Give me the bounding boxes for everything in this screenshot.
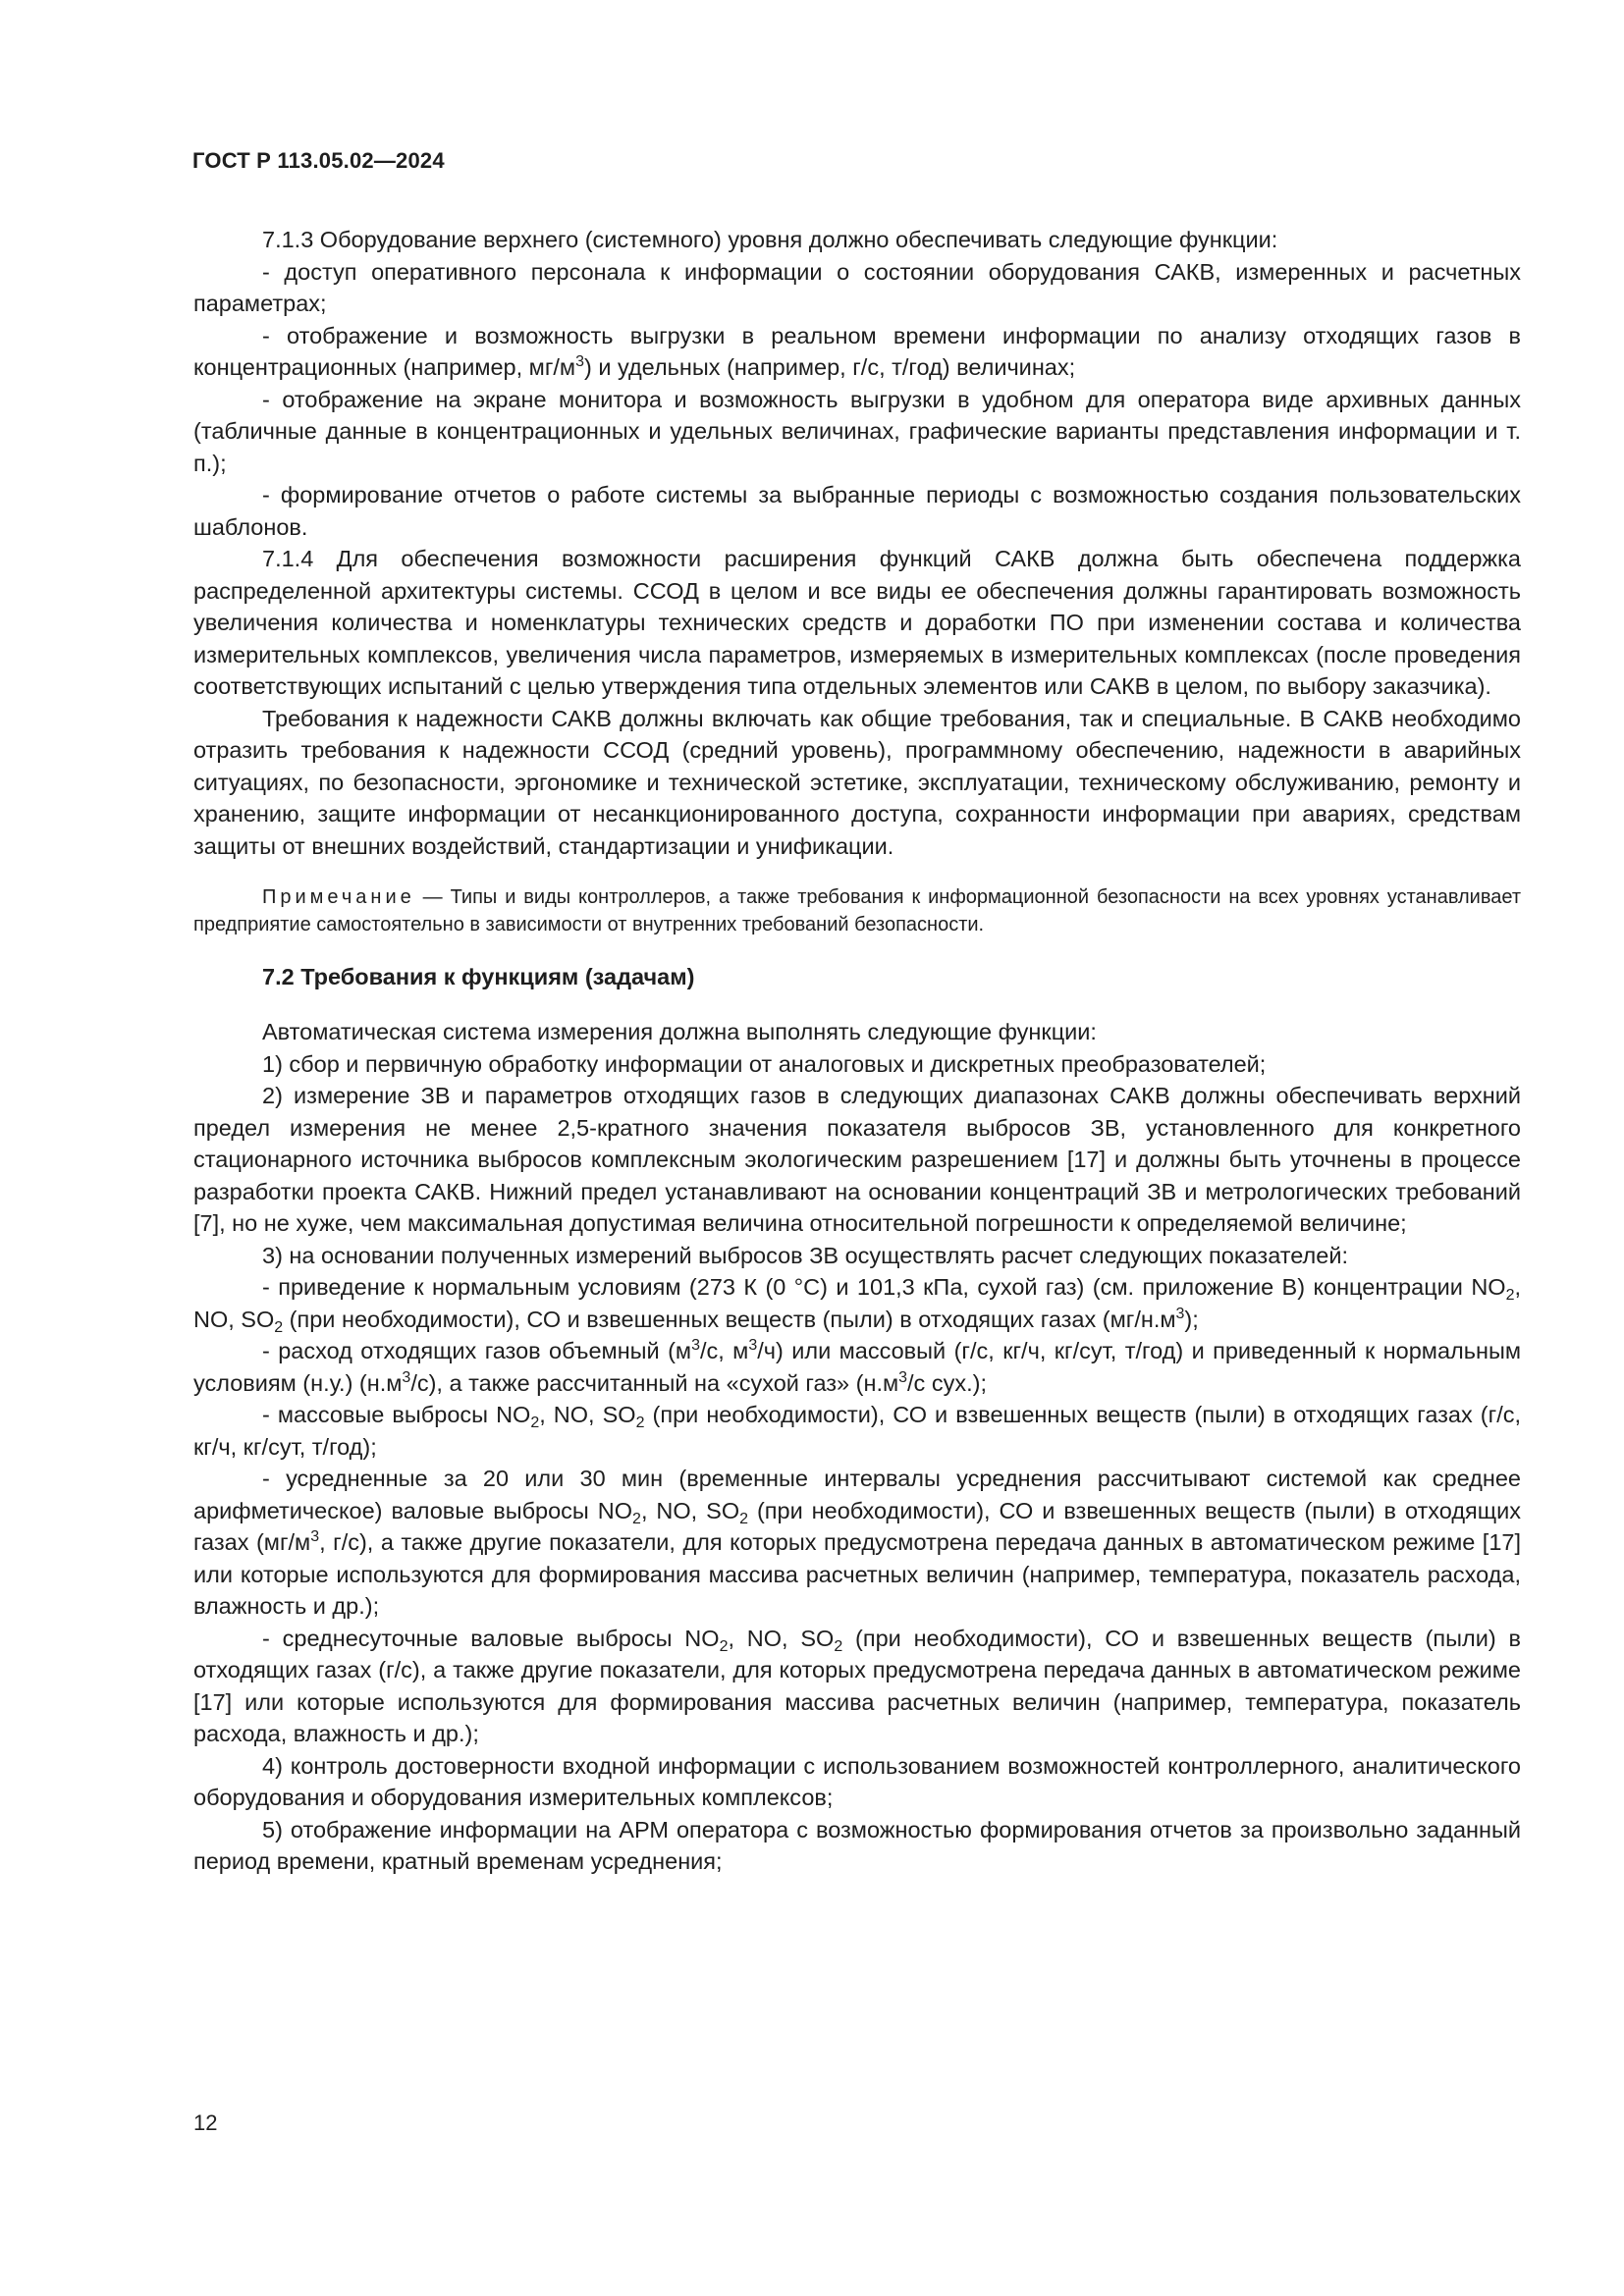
document-body — [193, 224, 1521, 1878]
page-number: 12 — [193, 2110, 218, 2135]
subitem-mass-emissions: - массовые выбросы $NO_2$, NO, $SO_2$ (при необходимости), СО и взвешенных веществ (пыли) в отходящих газах (г/с, кг/ч, кг/сут, т/год); — [193, 1402, 1521, 1460]
section-heading-7-2: 7.2 Требования к функциям (задачам) — [262, 964, 695, 989]
function-item-2: 2) измерение ЗВ и параметров отходящих газов в следующих диапазонах САКВ должны обеспечивать верхний предел измерения не менее 2,5-кратного значения показателя выбросов ЗВ, установленного для конкретного стационарного источника выбросов комплексным экологическим разрешением [17] и должны быть уточнены в процессе разработки проекта САКВ. Нижний предел устанавливают на основании концентраций ЗВ и метрологических требований [7], но не хуже, чем максимальная допустимая величина относительной погрешности к определяемой величине; — [193, 1083, 1521, 1236]
subitem-daily-emissions: - среднесуточные валовые выбросы $NO_2$, NO, $SO_2$ (при необходимости), СО и взвешенных веществ (пыли) в отходящих газах (г/с), а также другие показатели, для которых предусмотрена передача данных в автоматическом режиме [17] или которые используются для формирования массива расчетных величин (например, температура, показатель расхода, влажность и др.); — [193, 1625, 1521, 1746]
function-item-4: 4) контроль достоверности входной информации с использованием возможностей контроллерного, аналитического оборудования и оборудования измерительных комплексов; — [193, 1752, 1521, 1810]
note-text: — Типы и виды контроллеров, а также требования к информационной безопасности на всех уровнях устанавливает предприятие самостоятельно в зависимости от внутренних требований безопасности. — [193, 886, 1521, 935]
list-item-archive-display: - отображение на экране монитора и возможность выгрузки в удобном для оператора виде архивных данных (табличные данные в концентрационных и удельных величинах, графические варианты представления информации и т. п.); — [193, 386, 1521, 476]
subitem-averaged-emissions: - усредненные за 20 или 30 мин (временные интервалы усреднения рассчитывают системой как среднее арифметическое) валовые выбросы $NO_2$, NO, $SO_2$ (при необходимости), СО и взвешенных веществ (пыли) в отходящих газах ($мг/м^3$, г/с), а также другие показатели, для которых предусмотрена передача данных в автоматическом режиме [17] или которые используются для формирования массива расчетных величин (например, температура, показатель расхода, влажность и др.); — [193, 1466, 1521, 1619]
list-item-personnel-access: - доступ оперативного персонала к информации о состоянии оборудования САКВ, измеренных и расчетных параметрах; — [193, 258, 1521, 316]
subitem-gas-flow: - расход отходящих газов объемный ($м^3/с$, $м^3/ч$) или массовый (г/с, кг/ч, кг/сут, т/год) и приведенный к нормальным условиям (н.у.) $(н.м^3/с)$, а также рассчитанный на «сухой газ» ($н.м^3/с$ сух.); — [193, 1337, 1521, 1396]
note-label: Примечание — [262, 886, 415, 908]
function-item-3: 3) на основании полученных измерений выбросов ЗВ осуществлять расчет следующих показателей: — [262, 1242, 1348, 1268]
function-item-5: 5) отображение информации на АРМ оператора с возможностью формирования отчетов за произвольно заданный период времени, кратный временам усреднения; — [193, 1816, 1521, 1874]
document-code-header: ГОСТ Р 113.05.02—2024 — [192, 148, 445, 173]
function-item-1: 1) сбор и первичную обработку информации от аналоговых и дискретных преобразователей; — [262, 1050, 1267, 1077]
subitem-normal-conditions: - приведение к нормальным условиям (273 К (0 °С) и 101,3 кПа, сухой газ) (см. приложение В) концентрации $NO_2$, NO, $SO_2$ (при необходимости), СО и взвешенных веществ (пыли) в отходящих газах $(мг/н.м^3)$; — [193, 1274, 1521, 1336]
note — [193, 883, 1521, 938]
paragraph-7-1-3: 7.1.3 Оборудование верхнего (системного) уровня должно обеспечивать следующие функции: — [262, 227, 1278, 252]
list-item-reports: - формирование отчетов о работе системы за выбранные периоды с возможностью создания пользовательских шаблонов. — [193, 482, 1521, 540]
paragraph-reliability: Требования к надежности САКВ должны включать как общие требования, так и специальные. В САКВ необходимо отразить требования к надежности ССОД (средний уровень), программному обеспечению, надежности в аварийных ситуациях, по безопасности, эргономике и технической эстетике, эксплуатации, техническому обслуживанию, ремонту и хранению, защите информации от несанкционированного доступа, сохранности информации при авариях, средствам защиты от внешних воздействий, стандартизации и унификации. — [193, 705, 1521, 859]
paragraph-functions-intro: Автоматическая система измерения должна выполнять следующие функции: — [262, 1019, 1097, 1044]
paragraph-7-1-4: 7.1.4 Для обеспечения возможности расширения функций САКВ должна быть обеспечена поддержка распределенной архитектуры системы. ССОД в целом и все виды ее обеспечения должны гарантировать возможность увеличения количества и номенклатуры технических средств и доработки ПО при изменении состава и количества измерительных комплексов, увеличения числа параметров, измеряемых в измерительных комплексах (после проведения соответствующих испытаний с целью утверждения типа отдельных элементов или САКВ в целом, по выбору заказчика). — [193, 546, 1521, 699]
list-item-realtime-display: - отображение и возможность выгрузки в реальном времени информации по анализу отходящих газов в концентрационных (например, $мг/м^3$) и удельных (например, г/с, т/год) величинах; — [193, 322, 1521, 380]
